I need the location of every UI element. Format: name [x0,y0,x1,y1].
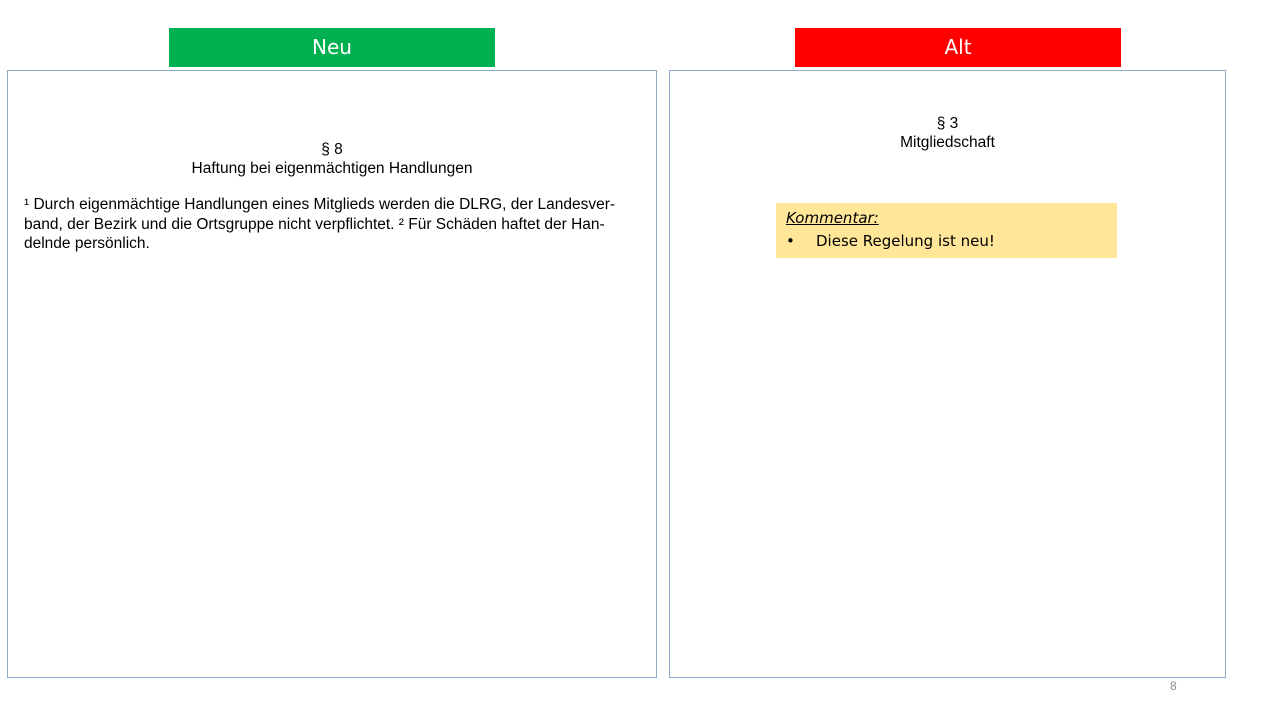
body-line: delnde persönlich. [24,235,150,252]
comment-item [786,230,1107,253]
body-line: ¹ Durch eigenmächtige Handlungen eines Mitglieds werden die DLRG, der Landesver- [24,196,616,213]
old-version-label: Alt [795,28,1121,67]
comment-box [776,203,1117,258]
old-version-panel [669,70,1226,678]
comment-title: Kommentar: [786,209,879,227]
new-section-heading [8,140,656,178]
old-section-title: Mitgliedschaft [900,134,995,151]
body-line: band, der Bezirk und die Ortsgruppe nicht verpflichtet. ² Für Schäden haftet der Han- [24,215,605,233]
new-version-label: Neu [169,28,495,67]
page-number: 8 [1170,679,1177,693]
old-paragraph-number: § 3 [936,115,959,132]
bullet-icon: • [786,232,795,250]
new-version-panel [7,70,657,678]
comment-item-text: Diese Regelung ist neu! [816,232,995,250]
new-section-body [24,195,644,254]
new-paragraph-number: § 8 [321,141,343,158]
new-section-title: Haftung bei eigenmächtigen Handlungen [191,160,473,177]
old-section-heading [670,114,1225,152]
